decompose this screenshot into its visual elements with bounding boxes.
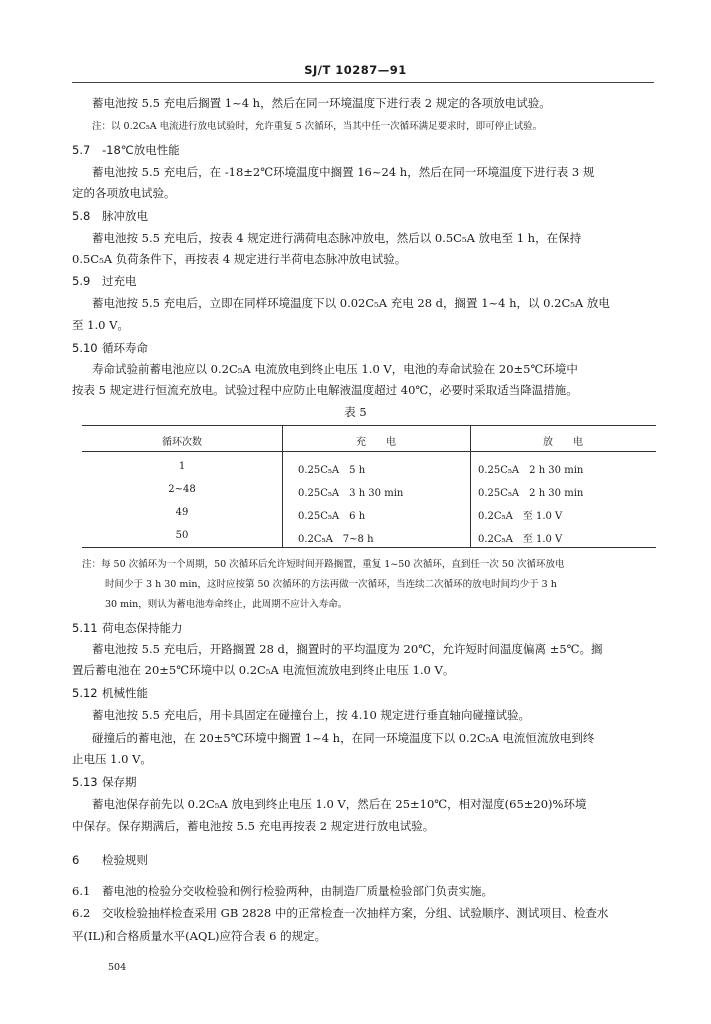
header-rule	[72, 82, 654, 83]
table-cell: 0.2C₅A 7~8 h	[298, 534, 374, 545]
section-5-12-line-1: 蓄电池按 5.5 充电后，用卡具固定在碰撞台上，按 4.10 规定进行垂直轴向碰撞试验。	[92, 708, 531, 722]
section-title: 过充电	[102, 274, 137, 288]
section-number: 6.1	[72, 884, 91, 898]
section-title: 循环寿命	[102, 341, 148, 355]
table-bottom-rule	[82, 547, 656, 548]
page-header-title: SJ/T 10287—91	[304, 63, 407, 77]
section-title: 脉冲放电	[102, 209, 148, 223]
section-5-7-heading	[72, 142, 180, 158]
section-6-2-line-1	[72, 906, 608, 920]
section-5-13-line-1: 蓄电池保存前先以 0.2C₅A 放电到终止电压 1.0 V，然后在 25±10℃，相对湿度(65±20)%环境	[92, 797, 587, 811]
table-5-title: 表 5	[344, 405, 367, 419]
section-6-1	[72, 884, 493, 898]
section-5-10-line-2: 按表 5 规定进行恒流充放电。试验过程中应防止电解液温度超过 40℃，必要时采取适当降温措施。	[72, 383, 578, 397]
section-number: 5.7	[72, 143, 91, 157]
section-5-10-heading	[72, 340, 148, 356]
section-5-11-line-1: 蓄电池按 5.5 充电后，开路搁置 28 d，搁置时的平均温度为 20℃，允许短时间温度偏离 ±5℃。搁	[92, 642, 603, 656]
section-title: 保存期	[102, 775, 137, 789]
section-5-9-heading	[72, 273, 137, 289]
section-5-7-line-2: 定的各项放电试验。	[72, 186, 176, 200]
table-cell: 0.25C₅A 2 h 30 min	[478, 488, 584, 499]
section-5-13-heading	[72, 774, 137, 790]
section-5-11-heading	[72, 620, 183, 636]
table-cell: 0.2C₅A 至 1.0 V	[478, 511, 563, 522]
page-number: 504	[108, 962, 127, 973]
section-5-12-line-3: 止电压 1.0 V。	[72, 752, 152, 766]
table-note-line-2: 时间少于 3 h 30 min，这时应按第 50 次循环的方法再做一次循环，当连续二次循环的放电时间均少于 3 h	[105, 579, 557, 590]
table-cell: 1	[178, 461, 186, 472]
table-cell: 0.2C₅A 至 1.0 V	[478, 534, 563, 545]
section-number: 5.12	[72, 686, 98, 700]
section-5-10-line-1: 寿命试验前蓄电池应以 0.2C₅A 电流放电到终止电压 1.0 V，电池的寿命试验在 20±5℃环境中	[92, 362, 578, 376]
table-cell: 2~48	[168, 484, 196, 495]
section-title: 荷电态保持能力	[102, 621, 183, 635]
section-number: 5.13	[72, 775, 98, 789]
section-5-11-line-2: 置后蓄电池在 20±5℃环境中以 0.2C₅A 电流恒流放电到终止电压 1.0 V。	[72, 663, 455, 677]
section-number: 5.11	[72, 621, 98, 635]
section-5-8-line-1: 蓄电池按 5.5 充电后，按表 4 规定进行满荷电态脉冲放电，然后以 0.5C₅A 放电至 1 h，在保持	[92, 231, 582, 245]
section-title: 检验规则	[102, 853, 148, 867]
section-5-8-line-2: 0.5C₅A 负荷条件下，再按表 4 规定进行半荷电态脉冲放电试验。	[72, 252, 407, 266]
table-header-cycles: 循环次数	[162, 437, 202, 448]
paragraph-discharge: 蓄电池按 5.5 充电后搁置 1~4 h，然后在同一环境温度下进行表 2 规定的各项放电试验。	[92, 96, 551, 110]
table-cell: 0.25C₅A 2 h 30 min	[478, 465, 584, 476]
table-cell: 50	[175, 530, 189, 541]
section-number: 6	[72, 853, 80, 867]
table-note-line-3: 30 min，则认为蓄电池寿命终止，此周期不应计入寿命。	[105, 599, 348, 610]
section-6-1-text: 蓄电池的检验分交收检验和例行检验两种，由制造厂质量检验部门负责实施。	[102, 884, 493, 898]
note-discharge: 注：以 0.2C₅A 电流进行放电试验时，允许重复 5 次循环，当其中任一次循环满足要求时，即可停止试验。	[92, 121, 543, 132]
section-5-9-line-1: 蓄电池按 5.5 充电后，立即在同样环境温度下以 0.02C₅A 充电 28 d，搁置 1~4 h，以 0.2C₅A 放电	[92, 296, 610, 310]
table-cell: 0.25C₅A 6 h	[298, 511, 366, 522]
section-title: 机械性能	[102, 686, 148, 700]
table-cell: 0.25C₅A 3 h 30 min	[298, 488, 404, 499]
section-6-2-line-2: 平(IL)和合格质量水平(AQL)应符合表 6 的规定。	[72, 929, 327, 943]
section-5-12-heading	[72, 685, 148, 701]
section-5-9-line-2: 至 1.0 V。	[72, 318, 129, 332]
section-6-2-text: 交收检验抽样检查采用 GB 2828 中的正常检查一次抽样方案，分组、试验顺序、测试项目、检查水	[102, 906, 609, 920]
table-cell: 0.25C₅A 5 h	[298, 465, 366, 476]
table-header-charge: 充 电	[356, 437, 396, 448]
section-number: 5.8	[72, 209, 91, 223]
table-note-line-1: 注：每 50 次循环为一个周期，50 次循环后允许短时间开路搁置，重复 1~50 次循环，直到任一次 50 次循环放电	[82, 559, 565, 570]
section-title: -18℃放电性能	[102, 143, 180, 157]
section-number: 6.2	[72, 906, 91, 920]
table-cell: 49	[175, 507, 189, 518]
section-number: 5.9	[72, 274, 91, 288]
table-top-rule	[82, 425, 656, 426]
section-number: 5.10	[72, 341, 98, 355]
section-5-13-line-2: 中保存。保存期满后，蓄电池按 5.5 充电再按表 2 规定进行放电试验。	[72, 819, 435, 833]
section-5-7-line-1: 蓄电池按 5.5 充电后，在 -18±2℃环境温度中搁置 16~24 h，然后在同一环境温度下进行表 3 规	[92, 165, 595, 179]
table-header-discharge: 放 电	[543, 437, 583, 448]
table-header-rule	[82, 451, 656, 452]
section-5-8-heading	[72, 208, 148, 224]
section-6-heading	[72, 852, 148, 868]
section-5-12-line-2: 碰撞后的蓄电池，在 20±5℃环境中搁置 1~4 h，在同一环境温度下以 0.2C₅A 电流恒流放电到终	[92, 731, 595, 745]
